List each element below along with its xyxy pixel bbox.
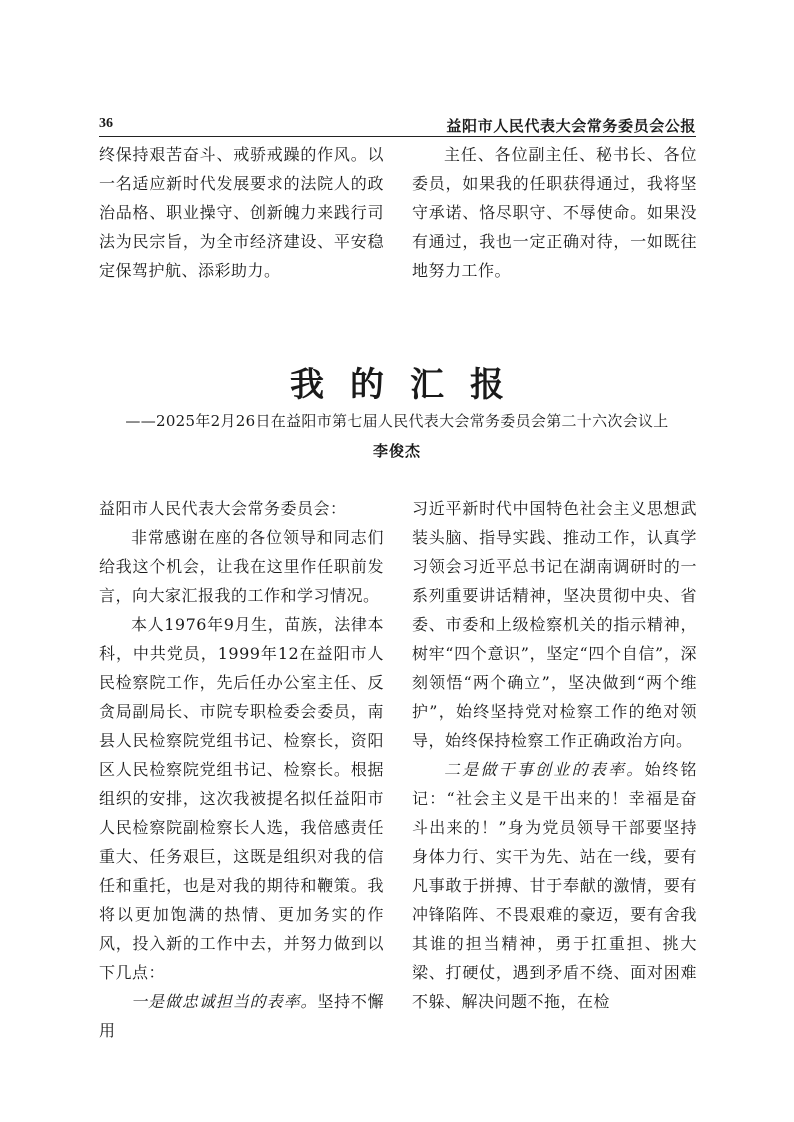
article-subtitle: ——2025年2月26日在益阳市第七届人民代表大会常务委员会第二十六次会议上 [125,412,669,430]
point-two-body: 始终铭记：“社会主义是干出来的！幸福是奋斗出来的！”身为党员领导干部要坚持身体力行、实干为先、站在一线，要有凡事敢于拼搏、甘于奉献的激情，要有冲锋陷阵、不畏艰难的豪迈，要有舍我其谁的担当精神，勇于扛重担、挑大梁、打硬仗，遇到矛盾不绕、面对困难不躲、解决问题不拖，在检 [412,760,697,1011]
top-left-column [99,140,384,285]
paragraph-biography: 本人1976年9月生，苗族，法律本科，中共党员，1999年12在益阳市人民检察院工作，先后任办公室主任、反贪局副局长、市院专职检委会委员，南县人民检察院党组书记、检察长，资阳区人民检察院党组书记、检察长。根据组织的安排，这次我被提名拟任益阳市人民检察院副检察长人选，我倍感责任重大、任务艰巨，这既是组织对我的信任和重托，也是对我的期待和鞭策。我将以更加饱满的热情、更加务实的作风，投入新的工作中去，并努力做到以下几点： [99,615,384,982]
point-two-heading: 二是做干事创业的表率。 [444,760,645,779]
point-one-body-continued: 习近平新时代中国特色社会主义思想武装头脑、指导实践、推动工作，认真学习领会习近平总书记在湖南调研时的一系列重要讲话精神，坚决贯彻中央、省委、市委和上级检察机关的指示精神，树牢“四个意识”，坚定“四个自信”，深刻领悟“两个确立”，坚决做到“两个维护”，始终坚持党对检察工作的绝对领导，始终保持检察工作正确政治方向。 [412,499,697,750]
top-right-column [412,140,697,285]
paragraph-point-one-start [99,987,384,1045]
point-one-body-start: 坚持不懈用 [99,992,384,1040]
salutation: 益阳市人民代表大会常务委员会： [99,499,347,518]
point-one-heading: 一是做忠诚担当的表率。 [131,992,318,1011]
publication-title: 益阳市人民代表大会常务委员会公报 [446,117,696,135]
article-title: 我的汇报 [290,365,530,405]
running-header [99,114,696,137]
article-right-column [412,494,697,1016]
paragraph-point-two [412,755,697,1016]
page-number: 36 [99,116,113,131]
closing-paragraph-right: 主任、各位副主任、秘书长、各位委员，如果我的任职获得通过，我将坚守承诺、恪尽职守、不辱使命。如果没有通过，我也一定正确对待，一如既往地努力工作。 [412,145,697,280]
continued-paragraph-left: 终保持艰苦奋斗、戒骄戒躁的作风。以一名适应新时代发展要求的法院人的政治品格、职业操守、创新魄力来践行司法为民宗旨，为全市经济建设、平安稳定保驾护航、添彩助力。 [99,145,384,280]
article-left-column [99,494,384,1045]
article-author: 李俊杰 [372,442,421,460]
paragraph-thanks: 非常感谢在座的各位领导和同志们给我这个机会，让我在这里作任职前发言，向大家汇报我的工作和学习情况。 [99,528,384,605]
